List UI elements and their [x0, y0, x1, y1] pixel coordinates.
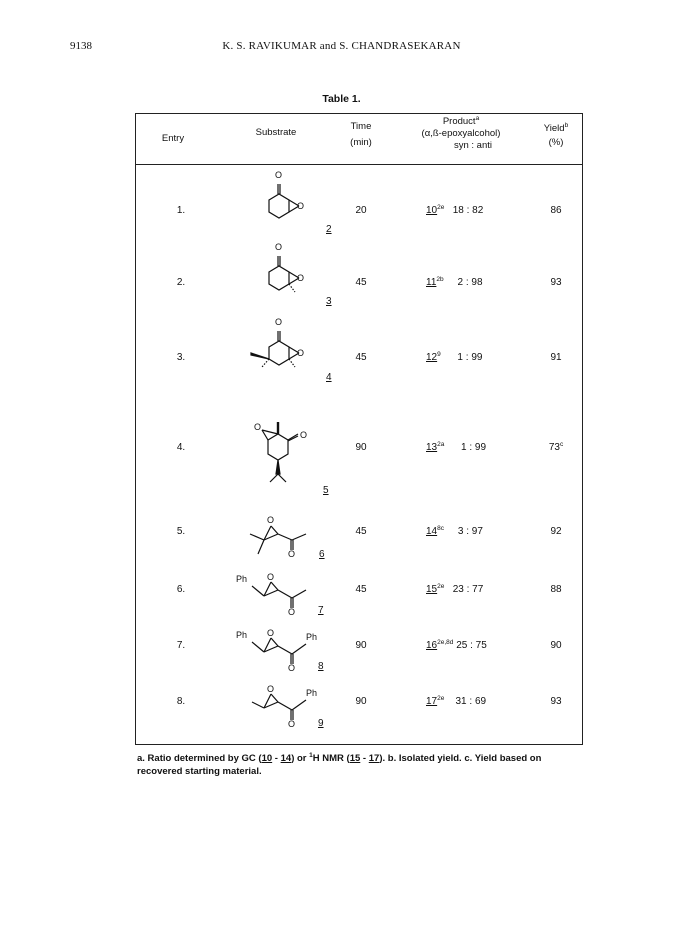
- substrate-number: 9: [318, 718, 324, 729]
- entry-6: 6.: [176, 584, 186, 595]
- yield-1: 86: [550, 205, 562, 216]
- header-yield-line2: (%): [548, 137, 564, 148]
- atom-o-carbonyl: O: [288, 719, 296, 729]
- product-number: 14: [426, 526, 438, 537]
- footnote-dash: -: [360, 753, 369, 764]
- header-yield-sup: b: [564, 122, 569, 129]
- product-4: [426, 442, 526, 453]
- header-rule: [136, 164, 582, 165]
- substrate-structure-7: [234, 572, 324, 622]
- atom-o-carbonyl: O: [275, 170, 283, 180]
- atom-ph: Ph: [236, 574, 248, 584]
- entry-3: 3.: [176, 352, 186, 363]
- header-substrate: [231, 127, 321, 139]
- header-product: [406, 116, 516, 152]
- product-ref: 2e,8d: [437, 639, 454, 646]
- footnote-ref-10: 10: [261, 753, 273, 764]
- entry-5: 5.: [176, 526, 186, 537]
- header-time-line1: Time: [350, 121, 372, 132]
- atom-ph: Ph: [236, 630, 248, 640]
- header-entry: [138, 133, 208, 145]
- product-ref: 2e: [437, 204, 445, 211]
- product-7: [426, 640, 526, 651]
- substrate-structure-4: [236, 317, 321, 383]
- substrate-structure-3: [251, 242, 321, 308]
- footnote-a-prefix: a. Ratio determined by GC (: [137, 753, 262, 764]
- atom-ph: Ph: [306, 688, 318, 698]
- header-time: [326, 121, 396, 149]
- product-ratio: 23 : 77: [452, 584, 484, 595]
- substrate-structure-6: [238, 512, 328, 562]
- atom-o-epoxide: O: [267, 684, 275, 694]
- atom-o-epoxide: O: [254, 422, 262, 432]
- time-4: 90: [355, 442, 367, 453]
- table-footnote: [137, 752, 587, 778]
- table-frame: [135, 113, 583, 745]
- header-yield-line1: Yield: [543, 123, 565, 134]
- page-number: 9138: [70, 40, 92, 52]
- footnote-nmr-sup: 1: [309, 752, 313, 759]
- yield-5: 92: [550, 526, 562, 537]
- product-ratio: 3 : 97: [457, 526, 483, 537]
- footnote-nmr: H NMR (: [312, 753, 350, 764]
- product-5: [426, 526, 526, 537]
- footnote-dash: -: [272, 753, 281, 764]
- yield-2: 93: [550, 277, 562, 288]
- yield-3: 91: [550, 352, 562, 363]
- running-head: K. S. RAVIKUMAR and S. CHANDRASEKARAN: [222, 40, 461, 52]
- footnote-ref-15: 15: [349, 753, 361, 764]
- atom-o-carbonyl: O: [288, 549, 296, 559]
- product-ratio: 1 : 99: [461, 442, 487, 453]
- yield-7: 90: [550, 640, 562, 651]
- table-caption: Table 1.: [322, 93, 361, 105]
- atom-o-carbonyl: O: [288, 607, 296, 617]
- product-ref: 2e: [437, 695, 445, 702]
- time-5: 45: [355, 526, 367, 537]
- footnote-ref-17: 17: [368, 753, 380, 764]
- substrate-number: 4: [326, 372, 332, 383]
- substrate-number: 6: [319, 549, 325, 560]
- entry-4: 4.: [176, 442, 186, 453]
- product-1: [426, 205, 526, 216]
- substrate-number: 3: [326, 296, 332, 307]
- time-7: 90: [355, 640, 367, 651]
- header-product-line1: Product: [442, 116, 476, 127]
- footnote-or: ) or: [291, 753, 310, 764]
- product-3: [426, 352, 526, 363]
- product-ratio: 18 : 82: [452, 205, 484, 216]
- substrate-number: 8: [318, 661, 324, 672]
- product-ref: 2a: [437, 441, 445, 448]
- yield-note: c: [559, 441, 564, 448]
- time-8: 90: [355, 696, 367, 707]
- footnote-ref-14: 14: [280, 753, 292, 764]
- product-ref: 2e: [437, 583, 445, 590]
- yield-4: [536, 442, 576, 453]
- atom-o-epoxide: O: [267, 628, 275, 638]
- atom-o-epoxide: O: [297, 348, 305, 358]
- substrate-structure-8: [234, 628, 324, 678]
- time-6: 45: [355, 584, 367, 595]
- atom-o-epoxide: O: [297, 201, 305, 211]
- entry-2: 2.: [176, 277, 186, 288]
- atom-o-epoxide: O: [267, 515, 275, 525]
- atom-o-carbonyl: O: [288, 663, 296, 673]
- entry-8: 8.: [176, 696, 186, 707]
- header-substrate-label: Substrate: [255, 127, 297, 138]
- product-number: 11: [426, 277, 437, 288]
- yield-value: 73: [548, 442, 560, 453]
- yield-8: 93: [550, 696, 562, 707]
- header-product-line2: (α,ß-epoxyalcohol): [421, 128, 501, 139]
- atom-ph: Ph: [306, 632, 318, 642]
- substrate-number: 5: [323, 485, 329, 496]
- time-2: 45: [355, 277, 367, 288]
- atom-o-carbonyl: O: [300, 430, 308, 440]
- product-ref: 8c: [437, 525, 444, 532]
- substrate-structure-2: [251, 170, 321, 236]
- product-number: 16: [426, 640, 438, 651]
- atom-o-epoxide: O: [297, 273, 305, 283]
- product-2: [426, 277, 526, 288]
- substrate-structure-9: [234, 684, 324, 734]
- atom-o-carbonyl: O: [275, 317, 283, 327]
- product-number: 15: [426, 584, 438, 595]
- product-number: 17: [426, 696, 438, 707]
- header-product-line3: syn : anti: [453, 140, 493, 151]
- product-ratio: 2 : 98: [457, 277, 483, 288]
- product-number: 10: [426, 205, 438, 216]
- header-entry-label: Entry: [161, 133, 185, 144]
- product-ratio: 1 : 99: [457, 352, 483, 363]
- product-ratio: 25 : 75: [456, 640, 487, 651]
- product-6: [426, 584, 526, 595]
- substrate-number: 2: [326, 224, 332, 235]
- product-ratio: 31 : 69: [455, 696, 487, 707]
- atom-o-epoxide: O: [267, 572, 275, 582]
- footnote-suffix: ). b. Isolated yield. c. Yield based on recovered starting material.: [137, 753, 542, 777]
- header-yield: [531, 123, 581, 149]
- substrate-structure-5: [248, 410, 318, 500]
- entry-1: 1.: [176, 205, 186, 216]
- atom-o-carbonyl: O: [275, 242, 283, 252]
- product-8: [426, 696, 526, 707]
- time-3: 45: [355, 352, 367, 363]
- substrate-number: 7: [318, 605, 324, 616]
- time-1: 20: [355, 205, 367, 216]
- product-ref: 9: [437, 351, 441, 358]
- header-product-sup: a: [475, 115, 480, 122]
- product-number: 13: [426, 442, 438, 453]
- product-ref: 2b: [436, 276, 444, 283]
- yield-6: 88: [550, 584, 562, 595]
- header-time-line2: (min): [350, 137, 372, 148]
- entry-7: 7.: [176, 640, 186, 651]
- product-number: 12: [426, 352, 438, 363]
